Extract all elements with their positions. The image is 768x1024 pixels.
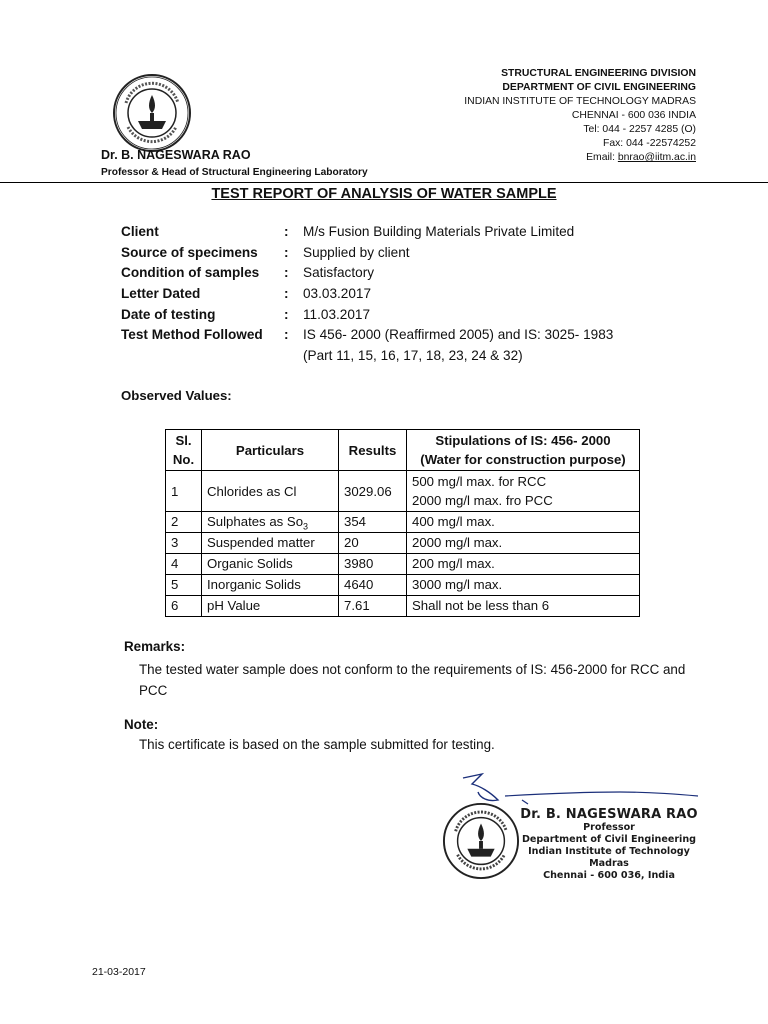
stamp-line: Chennai - 600 036, India: [543, 870, 675, 881]
method-value: IS 456- 2000 (Reaffirmed 2005) and IS: 3025- 1983: [303, 327, 614, 343]
observed-values-heading: Observed Values:: [121, 388, 232, 403]
stamp-name: Dr. B. NAGESWARA RAO: [520, 807, 698, 822]
client-label: Client: [121, 224, 159, 239]
client-row: [121, 222, 613, 243]
source-value: Supplied by client: [303, 244, 410, 260]
institute-city: CHENNAI - 600 036 INDIA: [571, 110, 696, 121]
header-stipulations: Stipulations of IS: 456- 2000 (Water for construction purpose): [407, 430, 640, 471]
header-particulars: Particulars: [202, 430, 339, 471]
cell-stipulation: 400 mg/l max.: [407, 512, 640, 533]
email-line: [464, 151, 696, 165]
issue-date: 21-03-2017: [92, 966, 146, 978]
department-name: DEPARTMENT OF CIVIL ENGINEERING: [502, 82, 696, 93]
page-title: TEST REPORT OF ANALYSIS OF WATER SAMPLE: [211, 186, 557, 202]
header-divider: [0, 182, 768, 183]
letter-value: 03.03.2017: [303, 286, 372, 302]
condition-label: Condition of samples: [121, 265, 260, 281]
method-row: [121, 325, 613, 346]
table-row: [166, 512, 640, 533]
division-name: STRUCTURAL ENGINEERING DIVISION: [501, 68, 696, 79]
testing-row: [121, 305, 613, 326]
report-details: [121, 222, 613, 367]
cell-sl: 3: [166, 533, 202, 554]
cell-particular: Sulphates as $So_3$: [202, 512, 339, 533]
cell-particular: pH Value: [202, 596, 339, 617]
table-row: [166, 575, 640, 596]
cell-particular: Inorganic Solids: [202, 575, 339, 596]
testing-label: Date of testing: [121, 306, 216, 322]
cell-result: 7.61: [339, 596, 407, 617]
email-link[interactable]: bnrao@iitm.ac.in: [617, 152, 696, 163]
cell-stipulation: 200 mg/l max.: [407, 554, 640, 575]
author-title: Professor & Head of Structural Engineering Laboratory: [101, 167, 368, 178]
condition-value: Satisfactory: [303, 265, 375, 281]
cell-result: 20: [339, 533, 407, 554]
cell-sl: 1: [166, 471, 202, 512]
stamp-line: Department of Civil Engineering: [521, 834, 697, 845]
separator: :: [284, 286, 289, 302]
cell-particular: Chlorides as Cl: [202, 471, 339, 512]
official-stamp: [520, 807, 698, 882]
iit-madras-seal-icon: [112, 73, 192, 153]
table-row: [166, 596, 640, 617]
cell-sl: 5: [166, 575, 202, 596]
cell-result: 3029.06: [339, 471, 407, 512]
separator: :: [284, 265, 289, 281]
remarks-text: The tested water sample does not conform to the requirements of IS: 456-2000 for RCC and PCC: [139, 662, 686, 698]
fax: Fax: 044 -22574252: [602, 138, 696, 149]
cell-sl: 4: [166, 554, 202, 575]
cell-particular: Organic Solids: [202, 554, 339, 575]
remarks-heading: Remarks:: [124, 639, 186, 654]
cell-stipulation: 3000 mg/l max.: [407, 575, 640, 596]
separator: :: [284, 306, 289, 322]
letter-row: [121, 284, 613, 305]
cell-sl: 2: [166, 512, 202, 533]
iit-madras-seal-icon: [442, 802, 520, 880]
cell-stipulation: 500 mg/l max. for RCC 2000 mg/l max. fro PCC: [407, 471, 640, 512]
table-row: [166, 471, 640, 512]
letter-label: Letter Dated: [121, 286, 201, 302]
stamp-line: Professor: [583, 822, 635, 833]
cell-sl: 6: [166, 596, 202, 617]
table-header-row: [166, 430, 640, 471]
separator: :: [284, 327, 289, 343]
client-value: M/s Fusion Building Materials Private Limited: [303, 224, 575, 239]
results-table: [165, 429, 640, 617]
table-row: [166, 533, 640, 554]
separator: :: [284, 224, 289, 239]
cell-stipulation: Shall not be less than 6: [407, 596, 640, 617]
note-text: This certificate is based on the sample submitted for testing.: [139, 737, 495, 752]
note-heading: Note:: [124, 717, 159, 732]
condition-row: [121, 263, 613, 284]
institution-header: [464, 67, 696, 165]
cell-result: 4640: [339, 575, 407, 596]
cell-particular: Suspended matter: [202, 533, 339, 554]
email-label: Email:: [586, 152, 618, 163]
source-label: Source of specimens: [121, 244, 258, 260]
table-row: [166, 554, 640, 575]
method-label: Test Method Followed: [121, 327, 263, 343]
institute-name: INDIAN INSTITUTE OF TECHNOLOGY MADRAS: [464, 96, 696, 107]
method-value-continued: (Part 11, 15, 16, 17, 18, 23, 24 & 32): [303, 348, 523, 364]
source-row: [121, 243, 613, 264]
telephone: Tel: 044 - 2257 4285 (O): [583, 124, 696, 135]
cell-result: 354: [339, 512, 407, 533]
testing-value: 11.03.2017: [303, 306, 371, 322]
subscript: 3: [303, 521, 309, 532]
stamp-line: Indian Institute of Technology Madras: [528, 846, 690, 869]
separator: :: [284, 244, 289, 260]
author-name: Dr. B. NAGESWARA RAO: [101, 148, 251, 162]
header-results: Results: [339, 430, 407, 471]
cell-stipulation: 2000 mg/l max.: [407, 533, 640, 554]
cell-result: 3980: [339, 554, 407, 575]
header-sl-no: Sl. No.: [166, 430, 202, 471]
